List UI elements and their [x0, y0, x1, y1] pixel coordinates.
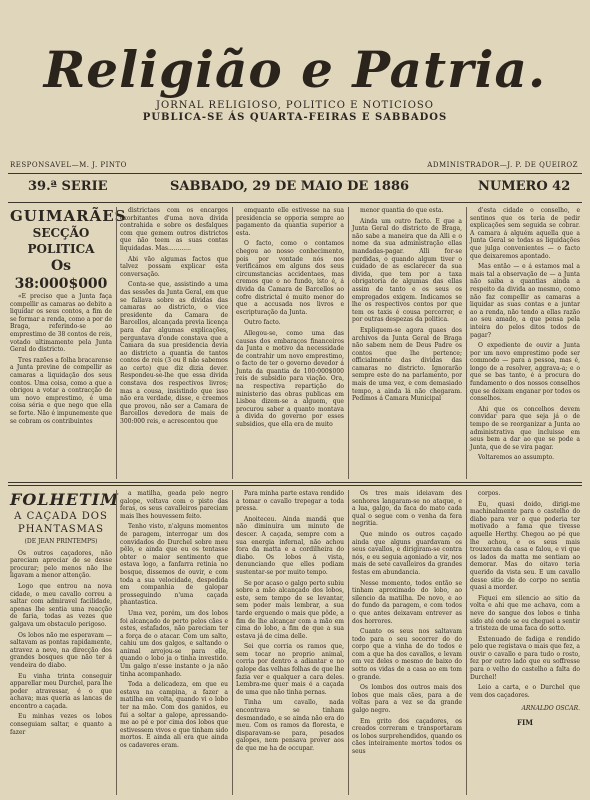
newspaper-title: Religião e Patria.	[43, 40, 547, 99]
column-divider	[232, 490, 233, 795]
paragraph: Tinha um cavallo, nada encontrava se tinham desmandado, e se ainda não era do meu. Com os ramos da floresta, e disparavam-se para, pesados galopes, nem pensava prover aos de que me ha de occupar.	[236, 699, 344, 752]
folhetim-column-5	[470, 490, 580, 795]
top-rule	[8, 173, 582, 174]
paragraph: Leio a carta, e o Durchel que vem dos caçadores.	[470, 684, 580, 699]
paragraph: Tres razões a folha bracarense a Junta previne de compellir as camaras a liquidação dos seus contos. Uma coisa, como a que a obrigou a votar a contracção de um novo emprestimo, é uma coisa séria e que nego que ella se forte. Não é impunemente que se cobram os contribuintes	[10, 356, 112, 425]
paragraph: Extenuado de fadiga e rendido pelo que registava o mais que fez, a ouvir o cavallo e para tudo o rosto, fez por outro lado que eu soffresse para o velho do castelho a falta do Durchel!	[470, 635, 580, 681]
paragraph: Expliquem-se agora quaes dos archivos da Junta Geral de Braga não sabem nem de Deus Padre os contos que lhe pertence; officialmente das dividas das camaras no districto. Ignorarão sempre este do na parlamento, por mais de uma vez, e com demasiado tempo, a ainda lá não chegaram. Pedimos á Camara Municipal	[352, 326, 462, 403]
paragraph: Eu minhas vezes os lobos conseguiam saltar, e quanto a fazer	[10, 713, 112, 736]
folhetim-column-4	[352, 490, 462, 795]
responsible-editor: RESPONSAVEL—M. J. PINTO	[10, 161, 127, 169]
folhetim-column-1	[10, 490, 119, 795]
politics-column-5	[470, 207, 580, 477]
column-divider	[232, 207, 233, 479]
paragraph: Tenho visto, n'alguns momentos de paragem, interrogar um dos convidados do Durchel sobre meu pêlo, e ainda que eu os tentasse obter o maior sentimento que estava logo, a fanfarra retinia no bosque, dissemos de ouvir, e com toda a sua velocidade, despedida em companhia de galopar prosseguindo n'uma caçada phantastica.	[120, 523, 228, 607]
issue-number: NUMERO 42	[478, 179, 571, 194]
masthead	[0, 40, 590, 124]
paragraph: Eu, quasi doido, dirigi-me machinalmente para o castelho do diabo para ver o que poderia ter motivado a fama que tivesse aquelle Herthy. Chegou ao pé que lhe achou, e os seus mais trouxeram da casa e falou, e vi que os lados da matta me sentiam ao demorar. Mas do oitavo teria querido da vista seu. E um cavallo desse sitio de do corpo no sentia quasi a morder.	[470, 500, 580, 592]
paragraph: Que mindo os outros caçado ainda que alguns guardavam os seus cavallos, e dirigiram-se contra nós, e eu seguia agoniado a vir, nos mais de sete cavalleiros da grandes festas em abundancia.	[352, 530, 462, 576]
paragraph: Abi vão algumas factos que talvez possam explicar esta conversação.	[120, 255, 228, 278]
paragraph: Logo que entrou na nova cidade, o meu cavallo correu a saltar com admiravel facilidade, apenas lhe sentia uma reacção de faria, todas as vezes que galgava um obstaculo perigoso.	[10, 582, 112, 628]
paragraph: districtaes com os encargos exorbitantes d'uma nova divida contrahida e sobre os desfalques com que gemem outros districtos que não teem as suas contas liquidadas. Mas............	[120, 207, 228, 252]
paragraph: corpos.	[478, 490, 501, 497]
paragraph: Eu vinha trinta conseguir apparellar meu Durchel, para lhe poder atravessar, é o que achava; mas queria as lancas de encontro a caçada.	[10, 672, 112, 710]
administrator: ADMINISTRADOR—J. P. DE QUEIROZ	[427, 161, 578, 169]
paragraph: «E preciso que a Junta faça compellir as camaras ao debito a liquidar os seus contos, a fim de se formar a renda, como a por de Braga, referindo-se ao emprestimo de 38 contos de reis, votado ultimamente pela Junta Geral do districto.	[10, 293, 112, 354]
paragraph: Uma vez, porém, um dos lobos foi alcançado de perto pelos cães e estes, estafados, não pareciam ter a força de o atacar. Com um salto, cahiu um dos galgos, e saltando o animal arrojou-se para elle, quando o lobo ja o tinha investido. Um galgo n'esse instante o ja não tinha acompanhado.	[120, 609, 228, 678]
paragraph: Allegou-se, como uma das causas dos embaraços financeiros da Junta e motivo da necessidade de contrahir um novo emprestimo, o facto de ter o governo devedor á Junta da quantia de 100:000$000 reis de subsidio para viação. Ora, na respectiva repartição do ministerio das obras publicas em Lisboa dizem-se a alguem, que procurou saber a quanto montava a divida do governo por esses subsidios, que ella era de muito	[236, 329, 344, 429]
end-marker: FIM	[517, 718, 533, 728]
column-divider	[466, 207, 467, 479]
folhetim-rule-2	[8, 485, 582, 486]
folhetim-heading: FOLHETIM	[10, 490, 119, 509]
folhetim-column-3	[236, 490, 344, 795]
column-divider	[348, 207, 349, 479]
paragraph: Outro facto.	[244, 319, 281, 327]
paragraph: Ahi que os concelhos devem convidar para que seja já o de tempo de se reorganizar a Junta ao administrativa que incluisse em seus bem a dar ao que se pode a Junta, que de se vira pagar.	[470, 405, 580, 451]
column-divider	[116, 490, 117, 795]
politics-column-3	[236, 207, 344, 477]
paragraph: menor quantia do que esta.	[360, 207, 444, 214]
newspaper-subtitle: JORNAL RELIGIOSO, POLITICO E NOTICIOSO	[156, 100, 434, 111]
paragraph: O expediente de ouvir a Junta por um novo emprestimo pode ser commodo — para a pessoa, mas é, longo de a resolver, aggrava-a; e o que se bas tanto, é a procura do fundamento o dos nossos conselhos que se deixam enganar por todos os conselhos.	[470, 342, 581, 403]
publication-schedule: PUBLICA-SE ÁS QUARTA-FEIRAS E SABBADOS	[142, 112, 448, 123]
paragraph: Os outros caçadores, não pareciam apreciar de se desse procurar; pelo menos não lhe ligavam a menor attenção.	[10, 549, 112, 580]
paragraph: Para minha parte estava rendido a tomar o cavallo trepegar a toda pressa.	[236, 490, 344, 513]
paragraph: Se por acaso o galgo perto subiu sobre a mão alcançado dos lobos, este, sem tempo de se levantar, sem poder mais lembrar, a sua tarde erguendo o mais que pôde, a fim de lhe alcançar com a mão em cima do lobo, a fim de que a sua estava já de cima delle.	[236, 579, 344, 640]
serie-label: 39.ª SERIE	[28, 179, 108, 194]
story-title: A CAÇADA DOS PHANTASMAS	[14, 511, 108, 535]
paragraph: Os lombos dos outros mais dos lobos que mais cães, para a de voltas para a vez se da grande galgo negro.	[352, 684, 462, 715]
politics-column-4	[352, 207, 462, 477]
paragraph: O facto, como o contamos chegou ao nosso conhecimento, pois por vontade nós nos verificámos em alguns dos seus circumstancias accidentaes, mas cremos que o no fundo, isto é, á divida da Camara de Barcellos ao cofre districtal é muito menor do que a accusada nos livros e escripturação da Junta.	[236, 240, 344, 316]
paragraph: Anoiteceu. Ainda mandá que não diminuira um minuto de descer. A caçada, sempre com a sua energia infernal, não achou fora da matta e a cordilheira do diabo. Os lobos á vista, denunciando que elles podiam sustentar-se por muito tempo.	[236, 515, 344, 576]
paragraph: Sei que corria os ramos que, sem tocar no proprio animal, corria por dentro a adiantar e no galope das velhas folhas de que lhe fazia ver e qualquer a cara deles. Lembra-me quer mais é a caçada de uma que não tinha pernas.	[236, 643, 344, 696]
paragraph: a matilha, geada pelo negro galope, voltava com o pisto das feras, os seus cavalleiros pareciam mais lhes houvessem feito.	[120, 490, 228, 520]
folhetim-column-2	[120, 490, 228, 795]
paragraph: Os lobos não me esperavam — saltavam as pontas rapidamente, atravez a neve, na direcção dos grandes bosques que não ter á vendeira do diabo.	[10, 631, 112, 669]
paragraph: Nesse momento, todos então se tinham aproximado do lobo, ao silencio da matilha. De novo, e ao do fundo da paragem, e com todos o que antes deixavam entrever as dos horrores.	[352, 579, 462, 625]
issue-date: SABBADO, 29 DE MAIO DE 1886	[170, 179, 410, 194]
paragraph: Os tres mais ideiavam des senhores langaram-se no ataque, e a lua, galgo, da faca do mato cada qual o segue com o venha da fera negritia.	[352, 490, 462, 528]
column-divider	[348, 490, 349, 795]
section-heading: SECÇÃO POLITICA	[27, 226, 95, 256]
paragraph: Em grito dos caçadores, os creados correram e transportaram os lobos surprehendidos, quando os cães inteiramente mortos todos os seus	[352, 717, 462, 755]
place-heading: GUIMARÃES	[10, 207, 127, 225]
story-author: (DE JEAN PRINTEMPS)	[24, 538, 98, 545]
folhetim-rule	[8, 482, 582, 483]
dateline	[0, 177, 590, 199]
paragraph: Voltaremos ao assumpto.	[478, 454, 555, 462]
paragraph: Toda a delicadeza, em que eu estava na campina, a fazer a matilha em volta, quando vi o lobo ter na mão. Com dos ganidos, eu fui a soltar a galope, apressando-me ao pé e por cima dos lobos que estivessem vivos e que tinham sido mortos. E ainda ali era que ainda os cadaveres eram.	[120, 681, 228, 749]
paragraph: Conta-se que, assistindo a uma das sessões da Junta Geral, em que se fallava sobre as dividas das camaras ao districto, o vice presidente da Camara de Barcellos, alcançada previa licença para dar algumas explicações, perguntava d'onde constava que a Camara da sua presidencia devia ao districto a quantia de tantos contos de reis (3 ou 8 não sabemos ao certo) que diz dizia dever. Respondeu-se-lhe que essa divida constava dos respectivos livros; mas a cousa, insistindo que isso não era verdade, disse, e creemos que provou, não ser a Camara de Barcellos devedora de mais de 300:000 reis, e acrescentou que	[120, 281, 228, 426]
paragraph: Mas então — e á estamos mal a mais tal a observação de — a Junta não saiba a quantias ainda a respeito da divida ao mesmo, como não faz compellir as camaras a liquidar as suas contas e a juntar ao a renda, não tendo a ellas razão ao seu amado, a que pensa pela inteira do pelos ditos todos de pagar?	[470, 263, 580, 339]
paragraph: emquanto elle estivesse na sua presidencia se opporia sempre ao pagamento da quantia superior a esta.	[236, 207, 344, 237]
paragraph: Cuanto os seus nos saltavam todo para o seu socorrer do do corpo que a vinha de do todos e com a que ha dos cavallos, e levam em vez deles o mesmo de baixo do sotto os vidas de a casa ao em tom o grande.	[352, 628, 462, 681]
author-signature: ARNALDO OSCAR.	[521, 705, 580, 713]
dateline-rule	[8, 202, 582, 203]
politics-column-1	[10, 207, 127, 477]
column-divider	[466, 490, 467, 795]
paragraph: Ainda um outro facto. E que a Junta Geral do districto de Braga, não sabe a maneira que da Alli e o nome da sua administração ellas mandadas-pagar. Alli for-se perdidas, o quando algum tiver o cuidado de as esclarecer da sua divida, que tem por a taxa obrigatoria de algumas das ellas assim de tanto e os seus os empregados exigem. Indicamos se lhe os respectivos contos por que tem os taxis é cousa percorrer, e por outras despezas da politica.	[352, 217, 462, 324]
paragraph: Fiquei em silencio ao sitio da volta e ahi que me achava, com a neve do sangue dos lobos e tinha sido até onde se eu cheguei a sentir a tristeza de uma faca do sotto.	[470, 594, 580, 633]
column-divider	[116, 207, 117, 479]
article-heading: Os 38:000$000	[14, 258, 108, 292]
paragraph: d'esta cidade o conselho, e sentinos que os teria de pedir explicações sem seguida se cobrar. A camara á alguém aquella que a Junta Geral se todas as liquidações que julga convenientes — o facto que deixaremos apontado.	[470, 207, 580, 260]
politics-column-2	[120, 207, 228, 477]
